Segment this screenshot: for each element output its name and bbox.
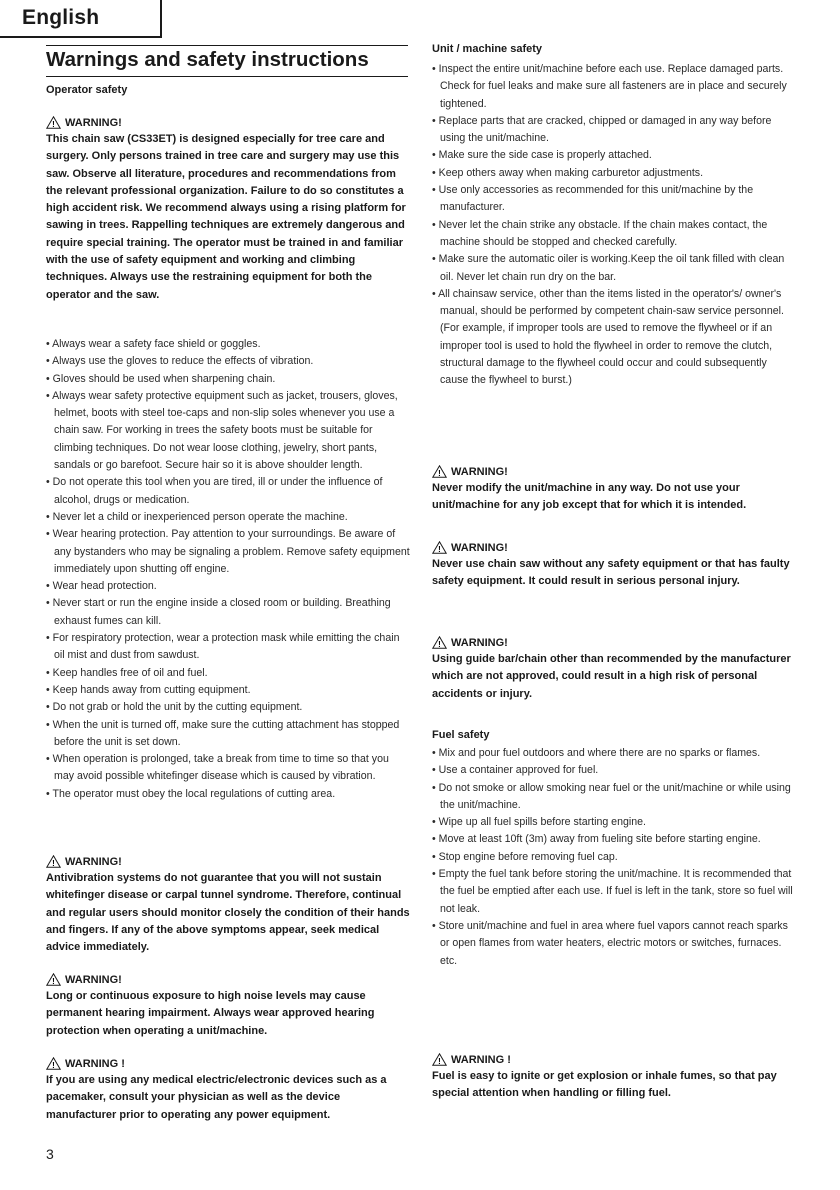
language-tab — [0, 0, 162, 38]
list-item: • When operation is prolonged, take a break from time to time so that you may avoid possible whitefinger disease which is caused by vibration. — [46, 751, 410, 786]
warning-text: Never use chain saw without any safety equipment or that has faulty safety equipment. It could result in serious personal injury. — [432, 558, 790, 588]
list-item: • Mix and pour fuel outdoors and where there are no sparks or flames. — [432, 745, 797, 762]
list-item: • Store unit/machine and fuel in area where fuel vapors cannot reach sparks or open flames from water heaters, electric motors or switches, furnaces. etc. — [432, 918, 797, 970]
warning-block-6 — [432, 539, 797, 591]
list-item: • Wipe up all fuel spills before starting engine. — [432, 814, 797, 831]
warning-text: If you are using any medical electric/electronic devices such as a pacemaker, consult your physician as well as the device manufacturer prior to operating any power equipment. — [46, 1074, 387, 1121]
list-item: • The operator must obey the local regulations of cutting area. — [46, 786, 410, 803]
list-item: • Use a container approved for fuel. — [432, 762, 797, 779]
warning-triangle-icon — [432, 465, 447, 478]
warning-text: Never modify the unit/machine in any way. Do not use your unit/machine for any job except that for which it is intended. — [432, 482, 747, 512]
warning-text: Long or continuous exposure to high noise levels may cause permanent hearing impairment. Always wear approved hearing protection when operating a unit/machine. — [46, 990, 375, 1037]
warning-triangle-icon — [46, 116, 61, 129]
warning-label: ! WARNING! — [46, 114, 410, 131]
warning-block-5 — [432, 463, 797, 515]
warning-block-4 — [46, 1055, 410, 1124]
warning-triangle-icon — [432, 636, 447, 649]
warning-label: ! WARNING! — [432, 539, 797, 556]
warning-triangle-icon — [432, 541, 447, 554]
warning-label: ! WARNING! — [432, 634, 797, 651]
warning-label: ! WARNING! — [46, 853, 410, 870]
warning-label: ! WARNING ! — [46, 1055, 410, 1072]
warning-label: ! WARNING ! — [432, 1051, 797, 1068]
list-item: • Never let a child or inexperienced person operate the machine. — [46, 509, 410, 526]
warning-label: ! WARNING! — [432, 463, 797, 480]
warning-triangle-icon — [432, 1053, 447, 1066]
list-item: • Use only accessories as recommended for this unit/machine by the manufacturer. — [432, 182, 797, 217]
list-item: • Always wear a safety face shield or goggles. — [46, 336, 410, 353]
warning-block-1 — [46, 114, 410, 304]
svg-text:!: ! — [52, 977, 55, 986]
list-item: • Stop engine before removing fuel cap. — [432, 849, 797, 866]
svg-text:!: ! — [438, 1057, 441, 1066]
page-number: 3 — [46, 1146, 54, 1162]
warning-block-3 — [46, 971, 410, 1040]
list-item: • When the unit is turned off, make sure the cutting attachment has stopped before the unit is set down. — [46, 717, 410, 752]
svg-text:!: ! — [438, 640, 441, 649]
svg-text:!: ! — [438, 469, 441, 478]
list-item: • Make sure the side case is properly attached. — [432, 147, 797, 164]
svg-text:!: ! — [52, 1061, 55, 1070]
operator-safety-list — [46, 336, 410, 803]
list-item: • Gloves should be used when sharpening chain. — [46, 371, 410, 388]
warning-block-2 — [46, 853, 410, 956]
unit-safety-heading: Unit / machine safety — [432, 43, 543, 55]
page-title: Warnings and safety instructions — [46, 45, 408, 77]
list-item: • Inspect the entire unit/machine before each use. Replace damaged parts. Check for fuel leaks and make sure all fasteners are in place and securely tightened. — [432, 61, 797, 113]
warning-triangle-icon — [46, 973, 61, 986]
fuel-safety-list — [432, 745, 797, 970]
list-item: • Never start or run the engine inside a closed room or building. Breathing exhaust fumes can kill. — [46, 595, 410, 630]
warning-label: ! WARNING! — [46, 971, 410, 988]
operator-safety-heading: Operator safety — [46, 84, 128, 96]
svg-text:!: ! — [438, 545, 441, 554]
svg-text:!: ! — [52, 120, 55, 129]
warning-text: Using guide bar/chain other than recommended by the manufacturer which are not approved, could result in a high risk of personal accidents or injury. — [432, 653, 791, 700]
list-item: • Move at least 10ft (3m) away from fueling site before starting engine. — [432, 831, 797, 848]
list-item: • For respiratory protection, wear a protection mask while emitting the chain oil mist and dust from sawdust. — [46, 630, 410, 665]
warning-triangle-icon — [46, 855, 61, 868]
list-item: • Do not operate this tool when you are tired, ill or under the influence of alcohol, drugs or medication. — [46, 474, 410, 509]
language-label: English — [22, 6, 100, 29]
fuel-safety-heading: Fuel safety — [432, 729, 490, 741]
list-item: • Wear head protection. — [46, 578, 410, 595]
list-item: • Never let the chain strike any obstacle. If the chain makes contact, the machine should be stopped and checked carefully. — [432, 217, 797, 252]
list-item: • Do not grab or hold the unit by the cutting equipment. — [46, 699, 410, 716]
list-item: • Keep others away when making carburetor adjustments. — [432, 165, 797, 182]
list-item: • Wear hearing protection. Pay attention to your surroundings. Be aware of any bystanders who may be signaling a problem. Remove safety equipment immediately upon shutting off engine. — [46, 526, 410, 578]
warning-triangle-icon — [46, 1057, 61, 1070]
warning-text: Antivibration systems do not guarantee that you will not sustain whitefinger disease or carpal tunnel syndrome. Therefore, continual and regular users should monitor closely the condition of their hands and fingers. If any of the above symptoms appear, seek medical advice immediately. — [46, 872, 410, 954]
list-item: • Always use the gloves to reduce the effects of vibration. — [46, 353, 410, 370]
warning-text: This chain saw (CS33ET) is designed especially for tree care and surgery. Only persons trained in tree care and surgery may use this saw. Observe all literature, procedures and recommendations from the relevant professional organization. Failure to do so constitutes a high accident risk. We recommend always using a rising platform for sawing in trees. Rappelling techniques are extremely dangerous and require special training. The operator must be trained in and familiar with the use of safety equipment and working and climbing techniques. Always use the restraining equipment for both the operator and the saw. — [46, 133, 406, 301]
list-item: • Empty the fuel tank before storing the unit/machine. It is recommended that the fuel be emptied after each use. If fuel is left in the tank, store so fuel will not leak. — [432, 866, 797, 918]
list-item: • Keep hands away from cutting equipment. — [46, 682, 410, 699]
warning-block-7 — [432, 634, 797, 703]
list-item: • All chainsaw service, other than the items listed in the operator's/ owner's manual, should be performed by competent chain-saw service personnel. (For example, if improper tools are used to remove the flywheel or if an improper tool is used to hold the flywheel in order to remove the clutch, structural damage to the flywheel could occur and could subsequently cause the flywheel to burst.) — [432, 286, 797, 390]
svg-text:!: ! — [52, 859, 55, 868]
list-item: • Make sure the automatic oiler is working.Keep the oil tank filled with clean oil. Never let chain run dry on the bar. — [432, 251, 797, 286]
list-item: • Keep handles free of oil and fuel. — [46, 665, 410, 682]
list-item: • Always wear safety protective equipment such as jacket, trousers, gloves, helmet, boots with steel toe-caps and non-slip soles whenever you use a chain saw. For working in trees the safety boots must be suitable for climbing techniques. Do not wear loose clothing, jewelry, short pants, sandals or go barefoot. Secure hair so it is above shoulder length. — [46, 388, 410, 474]
warning-text: Fuel is easy to ignite or get explosion or inhale fumes, so that pay special attention when handling or filling fuel. — [432, 1070, 777, 1100]
unit-safety-list — [432, 61, 797, 390]
list-item: • Do not smoke or allow smoking near fuel or the unit/machine or while using the unit/machine. — [432, 780, 797, 815]
warning-block-8 — [432, 1051, 797, 1103]
list-item: • Replace parts that are cracked, chipped or damaged in any way before using the unit/machine. — [432, 113, 797, 148]
